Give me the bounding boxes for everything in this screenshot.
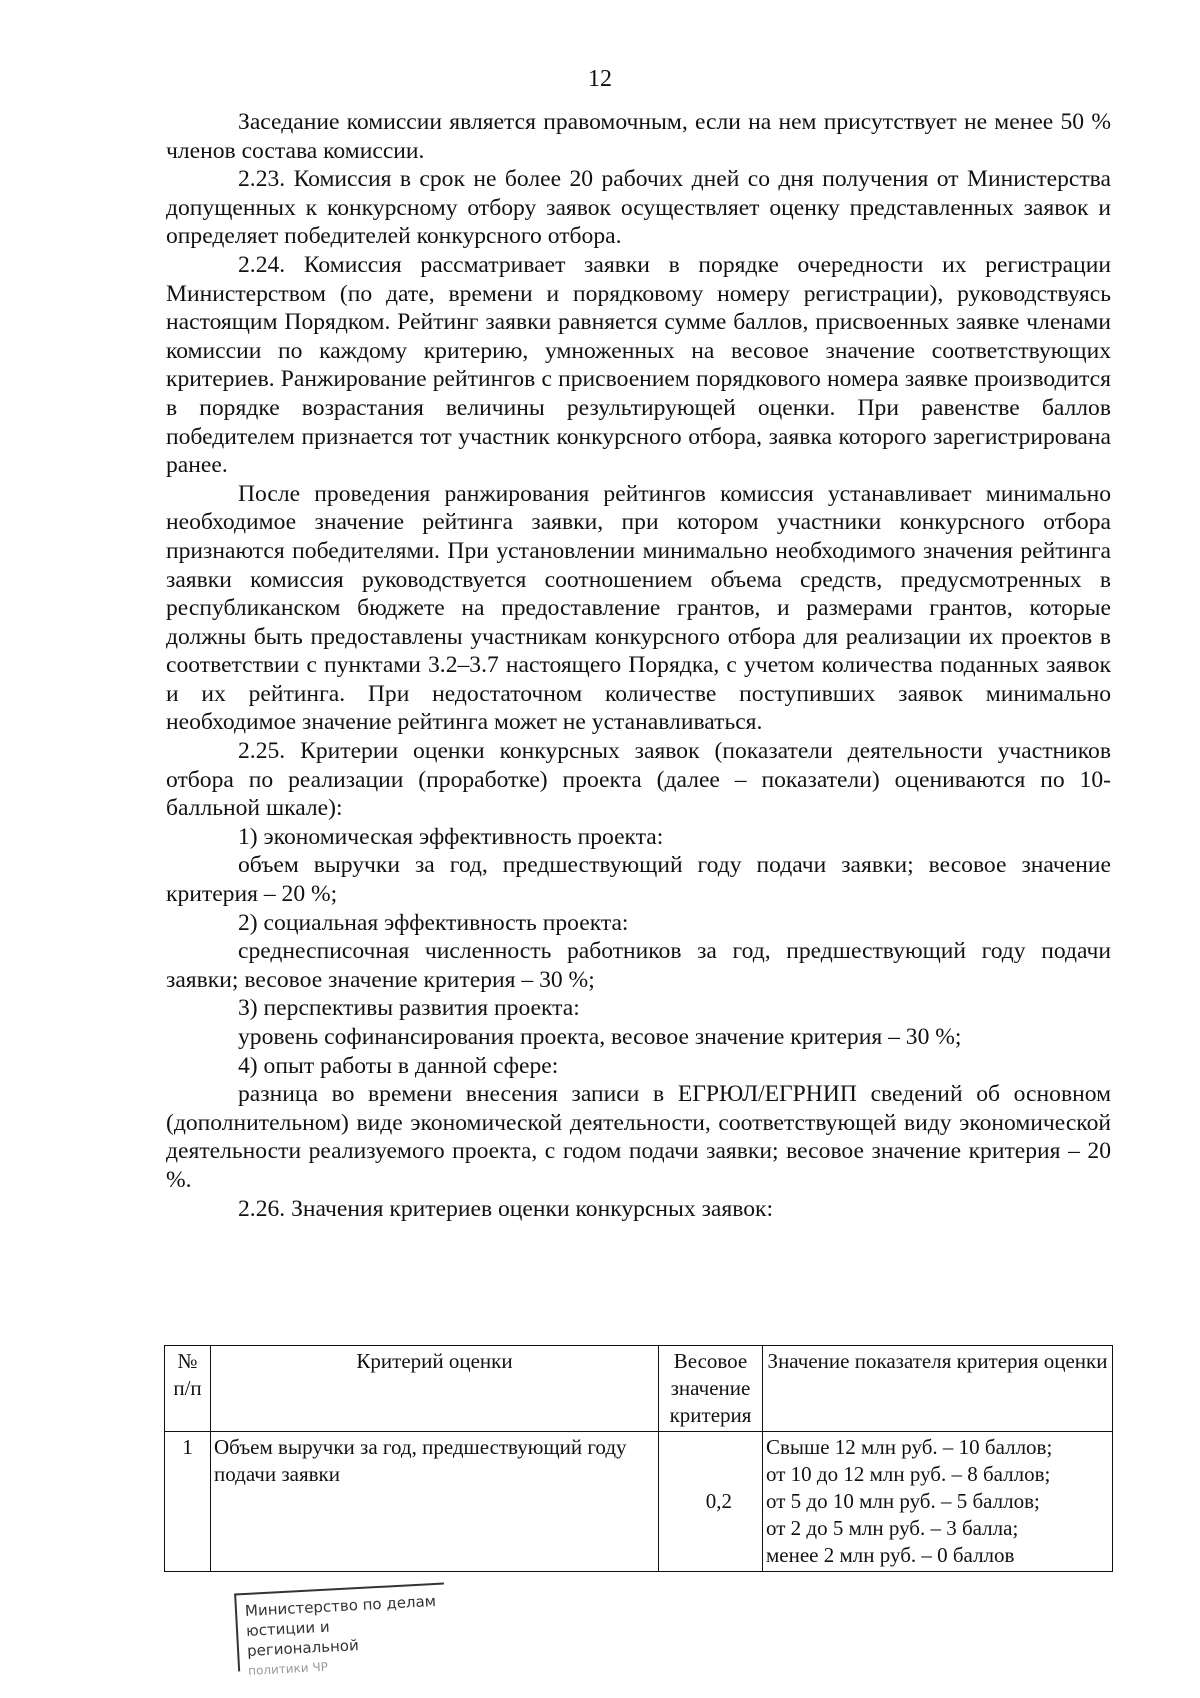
- value-line: Свыше 12 млн руб. – 10 баллов;: [766, 1435, 1053, 1459]
- row-num: 1: [165, 1432, 211, 1572]
- header-value: Значение показателя критерия оценки: [763, 1346, 1113, 1432]
- stamp-line: юстиции и региональной: [245, 1617, 360, 1660]
- criterion-3-desc: уровень софинансирования проекта, весовое значение критерия – 30 %;: [238, 1024, 962, 1050]
- table-header-row: [165, 1346, 1113, 1432]
- paragraph: Заседание комиссии является правомочным, если на нем присутствует не менее 50 % членов состава комиссии.: [166, 109, 1111, 164]
- criteria-table: [164, 1345, 1113, 1572]
- page-number: 12: [588, 66, 612, 92]
- value-line: от 2 до 5 млн руб. – 3 балла;: [766, 1516, 1019, 1540]
- header-weight: Весовое значение критерия: [659, 1346, 763, 1432]
- stamp-line: политики ЧР: [247, 1659, 329, 1678]
- criterion-4-heading: 4) опыт работы в данной сфере:: [238, 1052, 559, 1079]
- header-criterion: Критерий оценки: [211, 1346, 659, 1432]
- value-line: менее 2 млн руб. – 0 баллов: [766, 1543, 1015, 1567]
- value-line: от 10 до 12 млн руб. – 8 баллов;: [766, 1462, 1051, 1486]
- criterion-2-heading: 2) социальная эффективность проекта:: [238, 909, 629, 936]
- paragraph-ranking: После проведения ранжирования рейтингов комиссия устанавливает минимально необходимое значение рейтинга заявки, при котором участники конкурсного отбора признаются победителями. При установлении минимально необходимого значения рейтинга заявки комиссия руководствуется соотношением объема средств, предусмотренных в республиканском бюджете на предоставление грантов, и размерами грантов, которые должны быть предоставлены участникам конкурсного отбора для реализации их проектов в соответствии с пунктами 3.2–3.7 настоящего Порядка, с учетом количества поданных заявок и их рейтинга. При недостаточном количестве поступивших заявок минимально необходимое значение рейтинга может не устанавливаться.: [166, 480, 1111, 736]
- table-row: [165, 1432, 1113, 1572]
- value-line: от 5 до 10 млн руб. – 5 баллов;: [766, 1489, 1040, 1513]
- criterion-3-heading: 3) перспективы развития проекта:: [238, 995, 580, 1022]
- stamp-line: Министерство по делам: [244, 1592, 437, 1620]
- criterion-1-heading: 1) экономическая эффективность проекта:: [238, 823, 664, 850]
- criterion-1-desc: объем выручки за год, предшествующий году подачи заявки; весовое значение критерия – 20 %;: [166, 852, 1111, 908]
- paragraph-2-23: 2.23. Комиссия в срок не более 20 рабочих дней со дня получения от Министерства допущенных к конкурсному отбору заявок осуществляет оценку представленных заявок и определяет победителей конкурсного отбора.: [166, 166, 1111, 250]
- header-num: № п/п: [165, 1346, 211, 1432]
- criterion-4-desc: разница во времени внесения записи в ЕГРЮЛ/ЕГРНИП сведений об основном (дополнительном) виде экономической деятельности, соответствующей виду экономической деятельности реализуемого проекта, с годом подачи заявки; весовое значение критерия – 20 %.: [166, 1081, 1111, 1193]
- document-body: [166, 108, 1111, 1223]
- row-criterion: Объем выручки за год, предшествующий году подачи заявки: [211, 1432, 659, 1572]
- paragraph-2-25: 2.25. Критерии оценки конкурсных заявок (показатели деятельности участников отбора по реализации (проработке) проекта (далее – показатели) оцениваются по 10-балльной шкале):: [166, 738, 1111, 822]
- row-weight: 0,2: [659, 1432, 763, 1572]
- row-values: [763, 1432, 1113, 1572]
- criterion-2-desc: среднесписочная численность работников за год, предшествующий году подачи заявки; весовое значение критерия – 30 %;: [166, 938, 1111, 993]
- paragraph-2-26: 2.26. Значения критериев оценки конкурсных заявок:: [238, 1195, 774, 1222]
- paragraph-2-24: 2.24. Комиссия рассматривает заявки в порядке очередности их регистрации Министерством (по дате, времени и порядковому номеру регистрации), руководствуясь настоящим Порядком. Рейтинг заявки равняется сумме баллов, присвоенных заявке членами комиссии по каждому критерию, умноженных на весовое значение соответствующих критериев. Ранжирование рейтингов с присвоением порядкового номера заявке производится в порядке возрастания величины результирующей оценки. При равенстве баллов победителем признается тот участник конкурсного отбора, заявка которого зарегистрирована ранее.: [166, 251, 1111, 479]
- ministry-stamp: [234, 1583, 448, 1678]
